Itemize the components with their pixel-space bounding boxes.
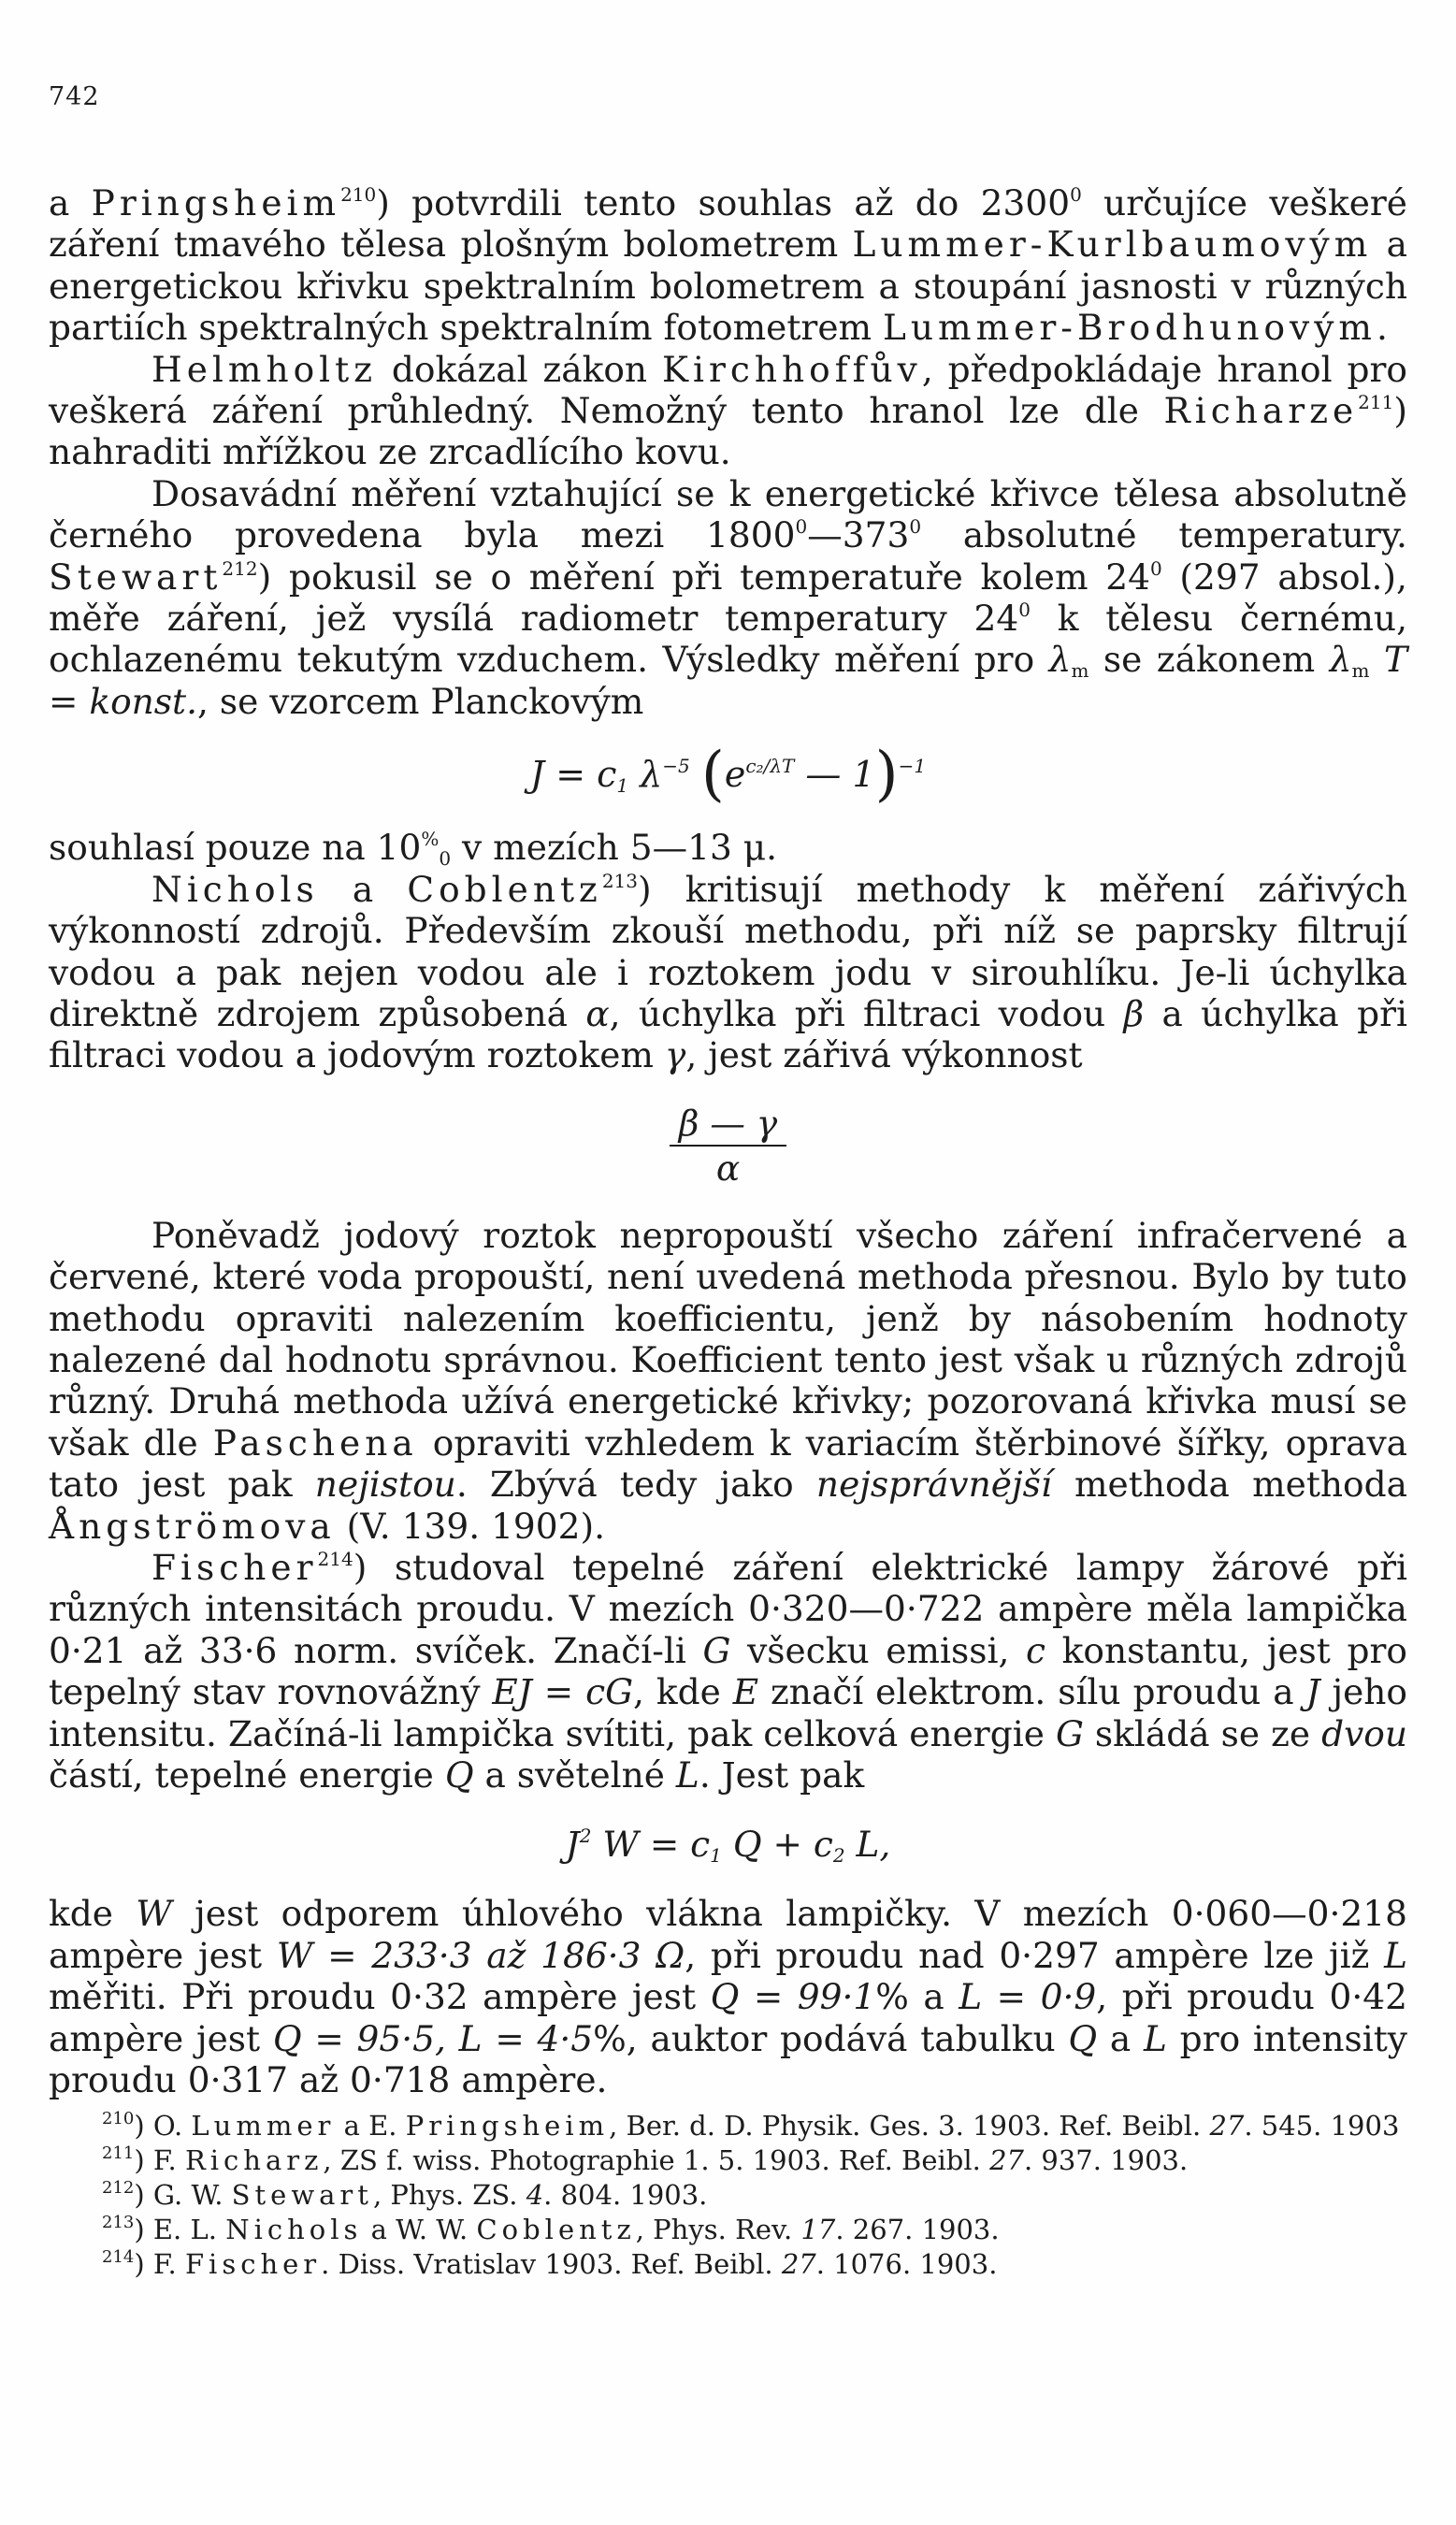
text: Poněvadž jodový roztok nepropouští všecho záření infračervené a červené, které voda propouští, není uvedená methoda přesnou. Bylo by tuto methodu opraviti nalezením koefficientu, jenž by násobením hodnoty nalezené dal hodnotu správnou. Koefficient tento jest však u různých zdrojů různý. Druhá methoda užívá energetické křivky; pozorovaná křivka musí se však dle	[49, 1214, 1407, 1464]
formula-part: e	[724, 754, 746, 796]
formula-part: λT	[770, 755, 795, 778]
formula-part: L,	[844, 1824, 891, 1866]
author-name: Kirchhoffův	[661, 348, 922, 390]
footnote-number: 214	[102, 2247, 135, 2267]
degree-mark: 0	[1149, 556, 1162, 580]
volume: 27	[989, 2144, 1024, 2176]
author-name: Ångströmova	[49, 1505, 336, 1547]
footnote-ref: 212	[222, 556, 258, 580]
footnote-212	[49, 2178, 1407, 2213]
text: všecku emissi,	[730, 1629, 1027, 1671]
author-name: Coblentz	[407, 868, 602, 910]
footnote-210	[49, 2109, 1407, 2143]
volume: 17	[800, 2214, 836, 2245]
footnote-ref: 213	[601, 869, 639, 892]
degree-mark: 0	[909, 515, 922, 539]
degree-mark: 0	[795, 515, 808, 539]
text: . 1076. 1903.	[815, 2248, 998, 2280]
formula-exponent: −5	[662, 755, 690, 778]
author-name: Helmholtz	[151, 348, 377, 390]
energy-equation	[49, 1796, 1407, 1893]
math-symbol: G	[1055, 1712, 1084, 1754]
text: (297 absol.), měře záření, jež vysílá radiometr temperatury 24	[49, 556, 1407, 640]
math-subscript: m	[1071, 659, 1089, 683]
footnote-ref: 211	[1358, 391, 1394, 414]
text: ) kritisují methody k měření zářivých výkonností zdrojů. Především zkouší methodu, při níž se paprsky filtrují vodou a pak nejen vodou ale i roztokem jodu v sirouhlíku. Je-li úchylka direktně zdrojem způsobená	[49, 868, 1407, 1034]
text: ) O.	[134, 2110, 192, 2142]
text: . 937. 1903.	[1023, 2144, 1189, 2176]
page-number: 742	[49, 82, 100, 111]
formula-exponent-fraction: c₂/λT	[745, 755, 795, 778]
formula-part: Q + c	[721, 1824, 833, 1866]
text: Dosavádní měření vztahující se k energetické křivce tělesa absolutně černého provedena byla mezi 1800	[49, 472, 1407, 556]
math-symbol: c	[1026, 1629, 1046, 1671]
text: a světelné	[473, 1754, 676, 1796]
paragraph-1	[49, 182, 1407, 349]
text: souhlasí pouze na 10	[49, 827, 422, 869]
text: absolutné temperatury.	[921, 514, 1407, 556]
footnote-number: 211	[102, 2143, 135, 2163]
text: , kde	[633, 1671, 733, 1713]
footnotes	[49, 2109, 1407, 2282]
paragraph-3	[49, 473, 1407, 722]
formula-part: c₂	[745, 755, 764, 778]
author-name: Coblentz	[476, 2214, 636, 2245]
text: a W. W.	[362, 2214, 477, 2245]
text: —373	[807, 514, 910, 556]
text: . 267. 1903.	[835, 2214, 1000, 2245]
text: ) pokusil se o měření při temperatuře kolem 24	[257, 556, 1150, 598]
degree-mark: 0	[1070, 183, 1082, 206]
author-name: Lummer-Brodhunovým	[883, 307, 1377, 349]
math-symbol: β	[1123, 992, 1145, 1034]
fraction-denominator: α	[715, 1147, 741, 1189]
math-symbol: λ	[1048, 639, 1072, 681]
text: a E.	[335, 2110, 406, 2142]
text: a energetickou křivku spektralním bolometrem a stoupání jasnosti v různých partiích spektralných spektralním fotometrem	[49, 224, 1407, 349]
footnote-ref: 214	[317, 1547, 353, 1570]
text: v mezích 5—13 μ.	[451, 827, 778, 869]
math-expression: Q = 95·5, L = 4·5	[272, 2017, 594, 2059]
text: měřiti. Při proudu 0·32 ampère jest	[49, 1976, 711, 2018]
footnote-number: 210	[102, 2109, 135, 2128]
formula-part: J = c	[529, 754, 617, 796]
math-symbol: α	[585, 992, 610, 1034]
text: a	[318, 868, 408, 910]
text: methoda methoda	[1051, 1464, 1407, 1506]
text: , jest zářivá výkonnost	[685, 1034, 1083, 1076]
efficiency-fraction	[49, 1076, 1407, 1215]
formula-subscript: 2	[832, 1844, 845, 1868]
italic-text: nejsprávnější	[815, 1464, 1052, 1506]
text: ) G. W.	[134, 2179, 232, 2211]
author-name: Nichols	[151, 868, 319, 910]
math-symbol: L	[1144, 2017, 1167, 2059]
text: jeho intensitu. Začíná-li lampička svítiti, pak celková energie	[49, 1671, 1407, 1754]
fraction-numerator: β — γ	[670, 1102, 786, 1147]
text: ) F.	[134, 2248, 185, 2280]
author-name: Pringsheim	[91, 182, 341, 224]
footnote-213	[49, 2213, 1407, 2247]
volume: 27	[1209, 2110, 1245, 2142]
text: opraviti vzhledem k variacím štěrbinové šířky, oprava tato jest pak	[49, 1421, 1407, 1506]
footnote-number: 212	[102, 2178, 135, 2198]
planck-formula	[49, 722, 1407, 827]
text: % a	[875, 1976, 959, 2018]
formula-exponent: −1	[898, 755, 927, 778]
text: se zákonem	[1088, 639, 1330, 681]
formula-part: W = c	[591, 1824, 711, 1866]
paragraph-8	[49, 1893, 1407, 2100]
author-name: Fischer	[151, 1546, 318, 1588]
degree-mark: 0	[1018, 599, 1031, 622]
author-name: Stewart	[49, 556, 223, 598]
paragraph-6	[49, 1215, 1407, 1547]
volume: 4	[526, 2179, 544, 2211]
text: . Zbývá tedy jako	[455, 1464, 816, 1506]
formula-subscript: 1	[616, 774, 629, 798]
math-symbol: Q	[444, 1754, 474, 1796]
math-expression: EJ = cG	[492, 1671, 634, 1713]
text: , Phys. ZS.	[372, 2179, 526, 2211]
formula-part: λ	[628, 754, 663, 796]
text: a	[49, 182, 92, 224]
italic-text: nejistou	[314, 1464, 456, 1506]
formula-bracket: (	[700, 740, 725, 810]
text: značí elektrom. sílu proudu a	[758, 1671, 1306, 1713]
text: , Ber. d. D. Physik. Ges. 3. 1903. Ref. Beibl.	[609, 2110, 1210, 2142]
math-symbol: L	[675, 1754, 699, 1796]
formula-subscript: 1	[710, 1844, 722, 1868]
text: určujíce veškeré záření tmavého tělesa plošným bolometrem	[49, 182, 1408, 266]
text: .	[1377, 307, 1388, 349]
math-symbol: J	[1305, 1671, 1320, 1713]
author-name: Paschena	[212, 1421, 418, 1464]
math-expression: T = konst.	[49, 639, 1407, 722]
author-name: Pringsheim	[405, 2110, 610, 2142]
percent-subscript: 0	[439, 847, 452, 871]
percent-mark: %	[421, 828, 440, 851]
math-symbol: λ	[1329, 639, 1352, 681]
paragraph-2	[49, 349, 1407, 473]
text: , při proudu nad 0·297 ampère lze již	[685, 1934, 1385, 1976]
formula-exponent: 2	[579, 1825, 592, 1848]
text: . 804. 1903.	[543, 2179, 708, 2211]
text: ) studoval tepelné záření elektrické lampy žárové při různých intensitách proudu. V mezích 0·320—0·722 ampère měla lampička 0·21 až 33·6 norm. svíček. Značí-li	[49, 1546, 1407, 1671]
text: ) potvrdili tento souhlas až do 2300	[376, 182, 1071, 224]
text: a	[1097, 2017, 1145, 2059]
text: konstantu, jest pro tepelný stav rovnovážný	[49, 1629, 1407, 1713]
italic-text: dvou	[1321, 1712, 1408, 1754]
text: , ZS f. wiss. Photographie 1. 5. 1903. Ref. Beibl.	[323, 2144, 990, 2176]
text: kde	[49, 1893, 137, 1935]
math-symbol: Q	[1068, 2017, 1098, 2059]
fraction	[670, 1102, 786, 1190]
footnote-number: 213	[102, 2213, 135, 2232]
text: . Jest pak	[699, 1754, 865, 1796]
text: částí, tepelné energie	[49, 1754, 445, 1796]
text: ) E. L.	[134, 2214, 226, 2245]
math-expression: L = 0·9	[959, 1976, 1097, 2018]
text: jest odporem úhlového vlákna lampičky. V mezích 0·060—0·218 ampère jest	[49, 1893, 1407, 1976]
text: . 545. 1903	[1244, 2110, 1400, 2142]
author-name: Richarze	[1163, 390, 1359, 432]
formula-part: J	[565, 1824, 580, 1866]
text: . Diss. Vratislav 1903. Ref. Beibl.	[321, 2248, 782, 2280]
math-symbol: G	[702, 1629, 731, 1671]
author-name: Fischer	[184, 2248, 322, 2280]
math-expression: W = 233·3 až 186·3 Ω	[276, 1934, 685, 1976]
footnote-214	[49, 2247, 1407, 2282]
author-name: Richarz	[184, 2144, 324, 2176]
math-symbol: γ	[664, 1034, 686, 1076]
text: , úchylka při filtraci vodou	[609, 992, 1124, 1034]
paragraph-5	[49, 869, 1407, 1076]
footnote-ref: 210	[340, 183, 377, 206]
volume: 27	[781, 2248, 816, 2280]
text: , Phys. Rev.	[635, 2214, 801, 2245]
text: ) F.	[134, 2144, 185, 2176]
text: k tělesu černému, ochlazenému tekutým vzduchem. Výsledky měření pro	[49, 598, 1407, 681]
footnote-211	[49, 2143, 1407, 2178]
text: %, auktor podává tabulku	[593, 2017, 1069, 2059]
formula-part: — 1	[794, 754, 875, 796]
paragraph-4	[49, 827, 1407, 871]
math-subscript: m	[1351, 659, 1370, 683]
text: ) nahraditi mřížkou ze zrcadlícího kovu.	[49, 390, 1407, 473]
author-name: Nichols	[225, 2214, 363, 2245]
math-symbol: L	[1384, 1934, 1407, 1976]
text: , při proudu 0·42 ampère jest	[49, 1976, 1407, 2059]
math-expression: Q = 99·1	[710, 1976, 876, 2018]
author-name: Lummer	[191, 2110, 336, 2142]
text: dokázal zákon	[377, 348, 662, 390]
math-symbol: E	[732, 1671, 759, 1713]
text: , se vzorcem Planckovým	[197, 680, 644, 722]
paragraph-7	[49, 1547, 1407, 1796]
main-text	[49, 182, 1407, 2100]
text: , předpokládaje hranol pro veškerá záření průhledný. Nemožný tento hranol lze dle	[49, 348, 1407, 432]
text: skládá se ze	[1083, 1712, 1322, 1754]
text: pro intensity proudu 0·317 až 0·718 ampère.	[49, 2017, 1407, 2101]
author-name: Lummer-Kurlbaumovým	[852, 224, 1373, 266]
text: (V. 139. 1902).	[335, 1505, 606, 1547]
author-name: Stewart	[231, 2179, 373, 2211]
text: a úchylka při filtraci vodou a jodovým roztokem	[49, 992, 1407, 1076]
formula-bracket: )	[874, 740, 899, 810]
math-symbol: W	[136, 1893, 172, 1935]
